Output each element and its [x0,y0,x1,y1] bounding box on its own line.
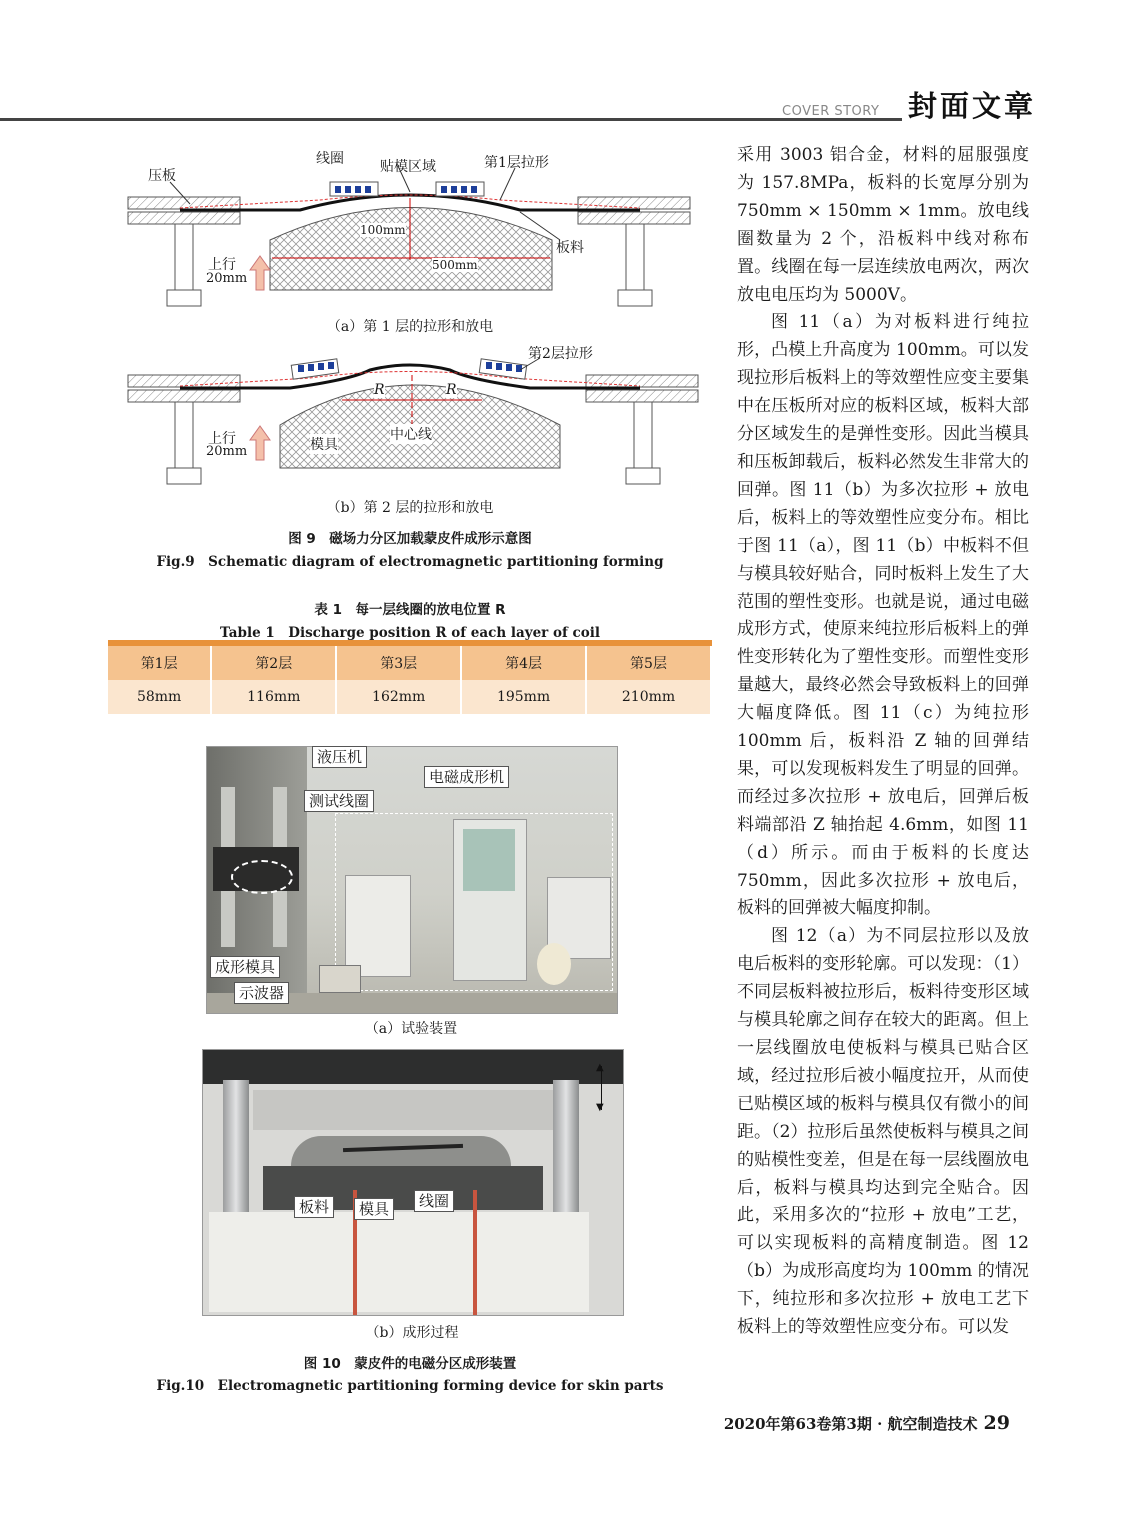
table-1-title-cn: 表 1 每一层线圈的放电位置 R [314,602,506,618]
table-row [108,680,711,714]
figure-9-title-cn: 图 9 磁场力分区加载蒙皮件成形示意图 [288,531,532,547]
table-header-cell: 第3层 [336,643,461,680]
label-R-right: R [446,382,457,398]
table-header-cell: 第2层 [211,643,336,680]
table-cell: 58mm [108,680,211,714]
figure-10b-photo [202,1049,624,1316]
table-header-cell: 第1层 [108,643,211,680]
tag-oscilloscope: 示波器 [234,982,289,1004]
page-number: 29 [983,1412,1010,1434]
label-20mm: 20mm [206,271,248,286]
tag-test-coil: 测试线圈 [304,790,374,812]
figure-9b-caption: （b）第 2 层的拉形和放电 [326,500,494,516]
label-up-b: 上行 [208,431,236,447]
arrow-down-icon: ▼ [596,1102,604,1113]
figure-10b-caption: （b）成形过程 [365,1325,459,1341]
label-layer1-stretch: 第1层拉形 [484,155,549,171]
table-header-row [108,643,711,680]
table-cell: 195mm [461,680,586,714]
label-pressing-plate: 压板 [148,168,176,184]
body-paragraph-3: 图 12（a）为不同层拉形以及放电后板料的变形轮廓。可以发现：（1）不同层板料被拉形后，板料待变形区域与模具轮廓之间存在较大的距离。但上一层线圈放电使板料与模具已贴合区域，经过拉形后被小幅度拉开，从而使已贴模区域的板料与模具仅有微小的间距。（2）拉形后虽然使板料与模具之间的贴模性变差，但是在每一层线圈放电后，板料与模具均达到完全贴合。因此，采用多次的“拉形 + 放电”工艺，可以实现板料的高精度制造。图 12（b）为成形高度均为 100mm 的情况下，纯拉形和多次拉形 + 放电工艺下板料上的等效塑性应变分布。可以发 [737,926,1029,1338]
figure-9a-caption: （a）第 1 层的拉形和放电 [326,319,494,335]
table-cell: 116mm [211,680,336,714]
arrow-up-icon: ▲ [596,1062,604,1073]
figure-10a-caption: （a）试验装置 [364,1021,458,1037]
body-paragraph-2: 图 11（a）为对板料进行纯拉形，凸模上升高度为 100mm。可以发现拉形后板料上的等效塑性应变主要集中在压板所对应的板料区域，板料大部分区域发生的是弹性变形。因此当模具和压板卸载后，板料必然发生非常大的回弹。图 11（b）为多次拉形 + 放电后，板料上的等效塑性应变分布。相比于图 11（a），图 11（b）中板料不但与模具较好贴合，同时板料上发生了大范围的塑性变形。也就是说，通过电磁成形方式，使原来纯拉形后板料上的弹性变形转化为了塑性变形。而塑性变形量越大，最终必然会导致板料上的回弹大幅度降低。图 11（c）为纯拉形 100mm 后，板料沿 Z 轴的回弹结果，可以发现板料发生了明显的回弹。而经过多次拉形 + 放电后，回弹后板料端部沿 Z 轴抬起 4.6mm，如图 11（d）所示。而由于板料的长度达 750mm，因此多次拉形 + 放电后，板料的回弹被大幅度抑制。 [737,312,1029,919]
label-500mm: 500mm [432,258,478,272]
figure-10-title-cn: 图 10 蒙皮件的电磁分区成形装置 [303,1356,517,1372]
tag-coil: 线圈 [414,1190,454,1212]
tag-hydraulic-press: 液压机 [312,746,367,768]
label-center-line: 中心线 [390,424,432,444]
label-up: 上行 [208,257,236,273]
table-cell: 210mm [586,680,711,714]
label-coil: 线圈 [316,151,344,167]
journal-info: 2020年第63卷第3期 · 航空制造技术 [723,1415,978,1433]
figure-9-title-en: Fig.9 Schematic diagram of electromagnetic partitioning forming [156,554,664,570]
figure-10-title-en: Fig.10 Electromagnetic partitioning forming device for skin parts [156,1378,664,1394]
tag-die: 模具 [354,1198,394,1220]
table-cell: 162mm [336,680,461,714]
tag-sheet: 板料 [294,1196,334,1218]
table-header-cell: 第5层 [586,643,711,680]
tag-em-forming-machine: 电磁成形机 [424,766,509,788]
label-contact-region: 贴模区域 [380,159,436,175]
figure-9b-diagram [120,340,710,495]
label-100mm: 100mm [360,223,406,237]
label-die: 模具 [310,434,338,454]
table-1 [108,640,712,714]
tag-forming-die: 成形模具 [210,956,280,978]
table-1-title-en: Table 1 Discharge position R of each layer of coil [220,625,600,641]
section-title: 封面文章 [902,84,1042,125]
label-sheet: 板料 [556,240,584,256]
label-20mm-b: 20mm [206,444,248,459]
label-R-left: R [374,382,385,398]
cover-story-label: COVER STORY [782,104,880,119]
page-footer [724,1412,1010,1434]
table-header-cell: 第4层 [461,643,586,680]
body-paragraph-1: 采用 3003 铝合金，材料的屈服强度为 157.8MPa，板料的长宽厚分别为 750mm × 150mm × 1mm。放电线圈数量为 2 个，沿板料中线对称布置。线圈在每一层连续放电两次，两次放电电压均为 5000V。 [737,145,1029,305]
body-text-column [737,142,1029,1342]
label-layer2-stretch: 第2层拉形 [528,346,593,362]
